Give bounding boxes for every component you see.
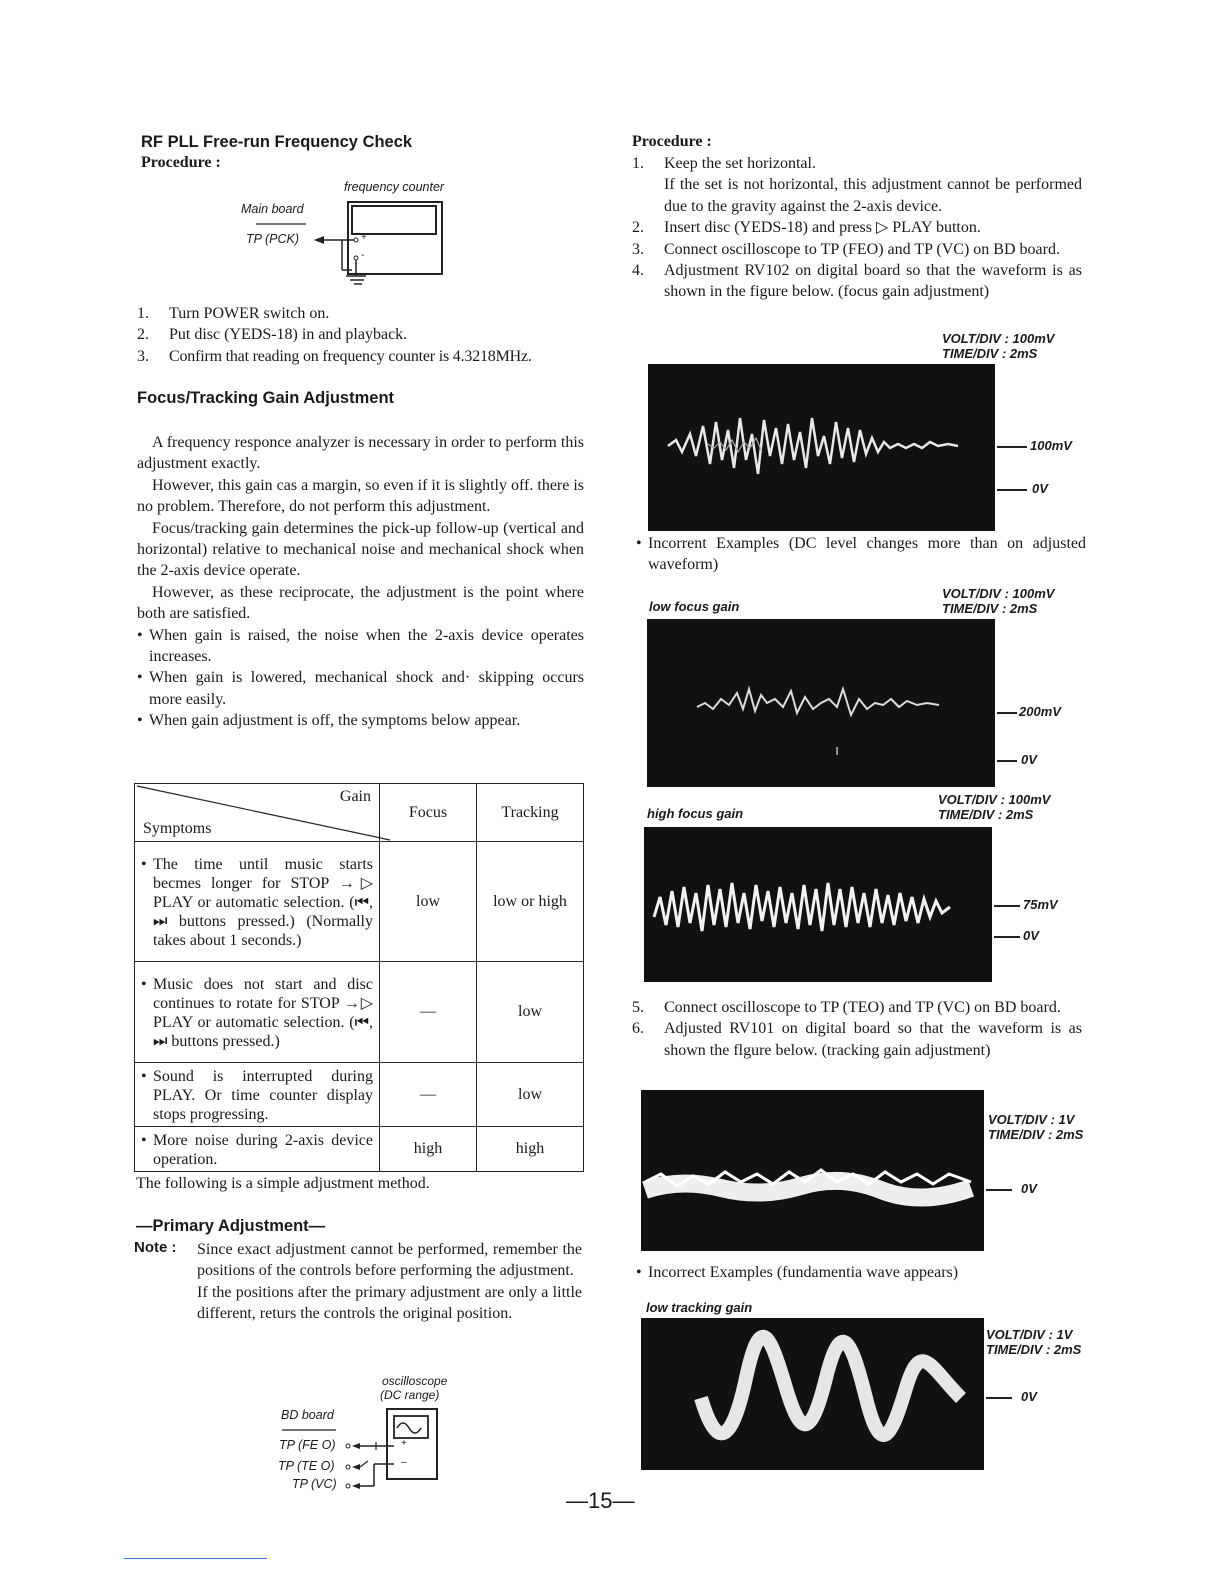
incorrect-examples-1	[636, 533, 1086, 576]
scope5-zero-label: 0V	[1021, 1389, 1037, 1404]
focus-cell: —	[380, 1063, 477, 1127]
scope1-time-div: TIME/DIV : 2mS	[942, 346, 1038, 361]
list-item: 1. Turn POWER switch on.	[137, 305, 330, 322]
header-tracking: Tracking	[477, 784, 584, 842]
scope5-zero-marker	[986, 1397, 1012, 1399]
note-text	[197, 1239, 582, 1325]
scope4-zero-marker	[986, 1189, 1012, 1191]
tracking-cell: low	[477, 962, 584, 1063]
rf-pll-steps	[137, 303, 587, 367]
tp-pck-label: TP (PCK)	[246, 232, 300, 246]
scope2-time-div: TIME/DIV : 2mS	[942, 601, 1038, 616]
scope4-time-div: TIME/DIV : 2mS	[988, 1127, 1084, 1142]
minus-terminal: –	[401, 1457, 407, 1468]
tp-vc-label: TP (VC)	[292, 1477, 337, 1491]
scope2-waveform	[647, 619, 995, 787]
table-header-row	[135, 784, 584, 842]
scope3-level-marker	[994, 905, 1020, 907]
scope2-level-label: 200mV	[1019, 704, 1061, 719]
scope3-zero-label: 0V	[1023, 928, 1039, 943]
incorrect-examples-2	[636, 1262, 1086, 1283]
gain-symptoms-table	[134, 783, 584, 1172]
oscilloscope-wiring	[270, 1372, 470, 1497]
symptom-cell: • Sound is interrupted during PLAY. Or time counter display stops progressing.	[135, 1063, 380, 1127]
page-number: —15—	[566, 1488, 635, 1513]
scope1-zero-label: 0V	[1032, 481, 1048, 496]
scope1-volt-div: VOLT/DIV : 100mV	[942, 331, 1055, 346]
focus-cell: high	[380, 1127, 477, 1172]
plus-terminal: +	[361, 232, 367, 243]
bd-board-label: BD board	[281, 1408, 334, 1422]
paragraph: If the positions after the primary adjustment are only a little different, returs the controls the original position.	[197, 1283, 582, 1323]
bullet-item: • Incorrect Examples (fundamentia wave appears)	[636, 1264, 959, 1281]
list-item: 1. Keep the set horizontal.	[632, 155, 816, 172]
scope5-time-div: TIME/DIV : 2mS	[986, 1342, 1082, 1357]
scope2-level-marker	[997, 712, 1017, 714]
list-item: If the set is not horizontal, this adjustment cannot be performed due to the gravity against the 2-axis device.	[664, 176, 1082, 215]
scope1-waveform	[648, 364, 995, 531]
paragraph: However, this gain cas a margin, so even if it is slightly off. there is no problem. Therefore, do not perform this adjustment.	[137, 476, 585, 516]
tracking-cell: high	[477, 1127, 584, 1172]
primary-adjustment-title: —Primary Adjustment—	[136, 1217, 326, 1235]
frequency-counter-label: frequency counter	[344, 180, 445, 194]
focus-cell: low	[380, 842, 477, 962]
dc-range-label: (DC range)	[380, 1388, 440, 1402]
scope3-zero-marker	[994, 936, 1020, 938]
table-row	[135, 1127, 584, 1172]
scope5-volt-div: VOLT/DIV : 1V	[986, 1327, 1073, 1342]
after-table-text: The following is a simple adjustment method.	[136, 1175, 430, 1192]
list-item: 4. Adjustment RV102 on digital board so that the waveform is as shown in the figure below. (focus gain adjustment)	[632, 262, 1082, 301]
paragraph: Since exact adjustment cannot be performed, remember the positions of the controls before performing the adjustment.	[197, 1241, 582, 1280]
scope4-display	[641, 1090, 984, 1251]
list-item: 3. Confirm that reading on frequency counter is 4.3218MHz.	[137, 347, 532, 365]
scope3-display	[644, 827, 992, 982]
bullet-item: • When gain is raised, the noise when the 2-axis device operates increases.	[137, 626, 584, 666]
right-procedure-label: Procedure :	[632, 133, 712, 150]
scope2-caption: low focus gain	[649, 599, 740, 614]
paragraph: However, as these reciprocate, the adjustment is the point where both are satisfied.	[137, 583, 584, 623]
header-focus: Focus	[380, 784, 477, 842]
scope1-display	[648, 364, 995, 531]
scope3-level-label: 75mV	[1023, 897, 1058, 912]
header-symptoms: Symptoms	[143, 820, 212, 837]
footer-link-line	[124, 1558, 267, 1559]
focus-procedure-steps	[632, 153, 1082, 303]
note-label: Note :	[134, 1239, 177, 1256]
scope3-volt-div: VOLT/DIV : 100mV	[938, 792, 1051, 807]
focus-cell: —	[380, 962, 477, 1063]
tp-teo-label: TP (TE O)	[278, 1459, 335, 1473]
scope2-zero-marker	[997, 760, 1017, 762]
tracking-procedure-steps	[632, 997, 1082, 1061]
paragraph: A frequency responce analyzer is necessary in order to perform this adjustment exactly.	[137, 434, 584, 473]
list-item: 2. Insert disc (YEDS-18) and press ▷ PLAY button.	[632, 219, 981, 237]
frequency-counter-diagram	[230, 178, 470, 298]
main-board-label: Main board	[241, 202, 304, 216]
scope4-zero-label: 0V	[1021, 1181, 1037, 1196]
oscilloscope-label: oscilloscope	[382, 1374, 448, 1388]
scope1-zero-marker	[997, 489, 1027, 491]
symptom-cell: • Music does not start and disc continues to rotate for STOP →▷ PLAY or automatic selection. (⏮, ⏭ buttons pressed.)	[135, 962, 380, 1063]
scope3-waveform	[644, 827, 992, 982]
section-title-rf-pll: RF PLL Free-run Frequency Check	[141, 133, 413, 151]
bullet-item: • When gain adjustment is off, the symptoms below appear.	[137, 712, 521, 730]
table-row	[135, 842, 584, 962]
scope4-waveform	[641, 1090, 984, 1251]
plus-terminal: +	[401, 1438, 407, 1449]
paragraph: Focus/tracking gain determines the pick-up follow-up (vertical and horizontal) relative to mechanical noise and mechanical shock when the 2-axis device operate.	[137, 519, 584, 580]
tracking-cell: low	[477, 1063, 584, 1127]
scope5-display	[641, 1318, 984, 1470]
header-gain: Gain	[339, 788, 371, 805]
scope2-volt-div: VOLT/DIV : 100mV	[942, 586, 1055, 601]
scope1-level-marker	[997, 446, 1027, 448]
scope2-zero-label: 0V	[1021, 752, 1037, 767]
scope5-waveform	[641, 1318, 984, 1470]
table-row	[135, 1063, 584, 1127]
scope3-caption: high focus gain	[647, 806, 744, 821]
scope1-level-label: 100mV	[1030, 438, 1072, 453]
list-item: 2. Put disc (YEDS-18) in and playback.	[137, 326, 408, 344]
table-row	[135, 962, 584, 1063]
list-item: 6. Adjusted RV101 on digital board so that the waveform is as shown the flgure below. (tracking gain adjustment)	[632, 1020, 1082, 1059]
procedure-label: Procedure :	[141, 154, 221, 171]
focus-tracking-body	[137, 432, 584, 732]
scope4-volt-div: VOLT/DIV : 1V	[988, 1112, 1075, 1127]
tp-feo-label: TP (FE O)	[279, 1438, 336, 1452]
symptom-cell: • More noise during 2-axis device operation.	[135, 1127, 380, 1172]
list-item: 3. Connect oscilloscope to TP (FEO) and TP (VC) on BD board.	[632, 240, 1060, 258]
header-diagonal-cell	[135, 784, 380, 842]
bullet-item: • When gain is lowered, mechanical shock and· skipping occurs more easily.	[137, 669, 584, 708]
frequency-counter-wiring	[230, 178, 470, 298]
bullet-item: • Incorrent Examples (DC level changes more than on adjusted waveform)	[636, 535, 1086, 574]
oscilloscope-diagram	[270, 1372, 470, 1497]
scope2-display	[647, 619, 995, 787]
scope5-caption: low tracking gain	[646, 1300, 753, 1315]
symptom-cell: • The time until music starts becmes longer for STOP →▷ PLAY or automatic selection. (⏮, ⏭ buttons pressed.) (Normally takes about 1 seconds.)	[135, 842, 380, 962]
section-title-focus-tracking: Focus/Tracking Gain Adjustment	[137, 389, 395, 407]
minus-terminal: -	[361, 250, 365, 261]
list-item: 5. Connect oscilloscope to TP (TEO) and TP (VC) on BD board.	[632, 999, 1061, 1016]
tracking-cell: low or high	[477, 842, 584, 962]
scope3-time-div: TIME/DIV : 2mS	[938, 807, 1034, 822]
